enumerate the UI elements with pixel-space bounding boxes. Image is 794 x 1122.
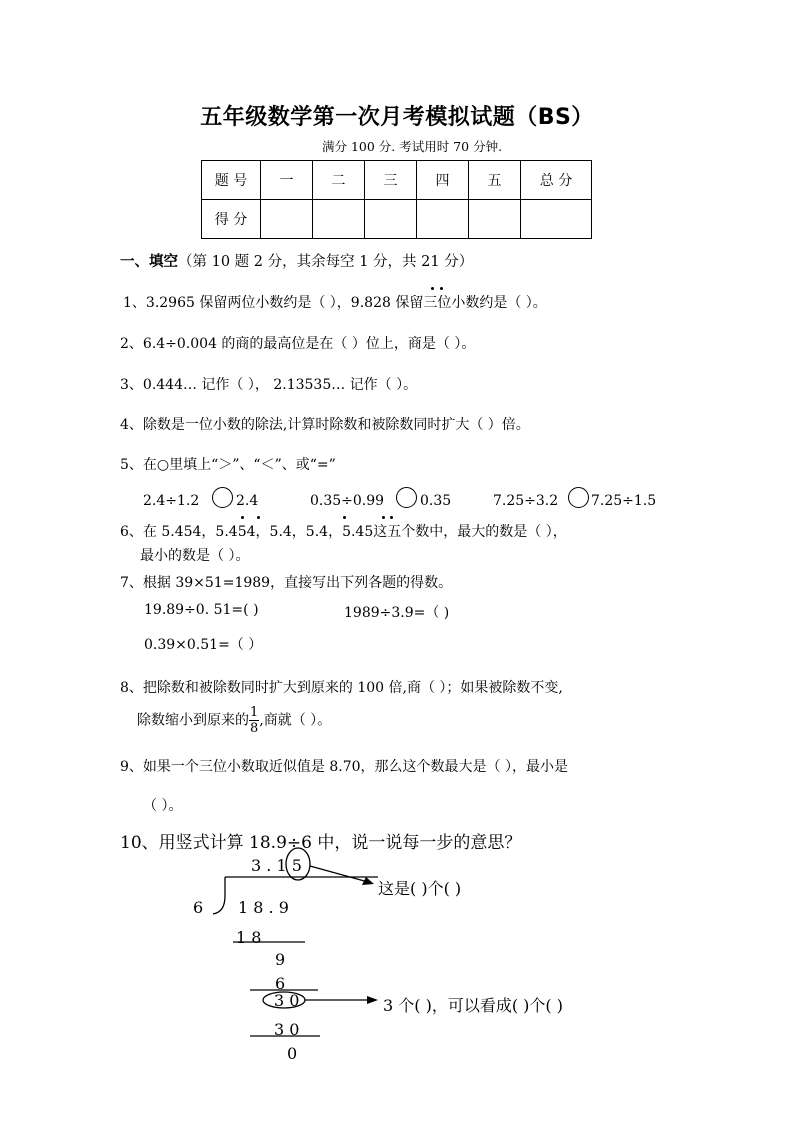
question-10: 10、用竖式计算 18.9÷6 中，说一说每一步的意思？: [120, 833, 522, 853]
step-3-product: 3 0: [274, 1020, 300, 1039]
step-1-remainder: 9: [275, 950, 286, 969]
question-4: 4、除数是一位小数的除法,计算时除数和被除数同时扩大（ ）倍。: [120, 417, 530, 433]
q7-expr-2: 1989÷3.9=（ ): [344, 605, 450, 621]
q5-expr-3a: 7.25÷3.2: [493, 493, 559, 509]
q6-text-c: ，5.4: [328, 524, 365, 540]
q1-text-b: 保留三位小数约是（ ）。: [390, 295, 547, 311]
step-1-product: 1 8: [236, 928, 262, 947]
step-2-product: 6: [275, 974, 286, 993]
explanation-1: 这是( )个( ): [378, 879, 462, 898]
exam-subtitle: 满分 100 分. 考试用时 70 分钟.: [322, 139, 503, 154]
score-header-1: 一: [261, 161, 313, 200]
score-header-label: 题 号: [202, 161, 261, 200]
arrow-head: [367, 996, 378, 1004]
q9-line-2: （ ）。: [143, 798, 183, 814]
quotient: 3 . 1 5: [251, 856, 302, 875]
q6-repeating-3: 5: [364, 524, 374, 540]
fraction-denominator: 8: [250, 721, 259, 736]
q6-repeating-1: 454: [228, 524, 256, 540]
q5-expr-2a: 0.35÷0.99: [310, 493, 385, 509]
dividend: 1 8 . 9: [238, 898, 289, 917]
score-header-3: 三: [365, 161, 417, 200]
q5-expr-1a: 2.4÷1.2: [143, 493, 200, 509]
q1-text-a: 1、3.2965 保留两位小数约是（ ），9.8: [123, 295, 374, 311]
section-note: （第 10 题 2 分，其余每空 1 分，共 21 分）: [178, 254, 474, 270]
question-8: 8、把除数和被除数同时扩大到原来的 100 倍,商（ ）；如果被除数不变,: [120, 680, 563, 696]
q5-expr-1b: 2.4: [236, 493, 259, 509]
q6-repeating-2: 4: [319, 524, 329, 540]
score-header-5: 五: [469, 161, 521, 200]
fraction-numerator: 1: [250, 705, 259, 720]
q6-text-b: ，5.4，5.: [255, 524, 320, 540]
q1-repeating-digits: 28: [373, 295, 391, 311]
q6-text-d: 这五个数中，最大的数是（ ），: [373, 524, 567, 540]
section-number: 一、: [120, 254, 149, 270]
question-5: 5、在○里填上“＞”、“＜”、或“=”: [120, 457, 336, 473]
arrow-line: [310, 866, 368, 882]
question-3: 3、0.444… 记作（ ）， 2.13535… 记作（ ）。: [120, 377, 418, 393]
q5-expr-3b: 7.25÷1.5: [591, 493, 657, 509]
final-remainder: 0: [287, 1044, 298, 1063]
q6-line-2: 最小的数是（ ）。: [140, 548, 250, 564]
score-header-4: 四: [417, 161, 469, 200]
q8-text-b: ,商就（ ）。: [259, 712, 332, 729]
section-name: 填空: [149, 254, 178, 270]
step-2-remainder: 3 0: [274, 991, 300, 1010]
question-9: 9、如果一个三位小数取近似值是 8.70，那么这个数最大是（ ），最小是: [120, 759, 568, 775]
q8-text-a: 除数缩小到原来的: [137, 712, 249, 729]
explanation-2: 3 个( )，可以看成( )个( ): [383, 996, 563, 1015]
question-2: 2、6.4÷0.004 的商的最高位是在（ ）位上，商是（ ）。: [120, 336, 476, 352]
q6-text-a: 6、在 5.454，5.: [120, 524, 229, 540]
q7-expr-1: 19.89÷0. 51=( ): [144, 602, 259, 618]
score-header-total: 总 分: [521, 161, 592, 200]
page-title: 五年级数学第一次月考模拟试题（BS）: [200, 105, 594, 130]
q7-expr-3: 0.39×0.51=（ ）: [144, 637, 263, 653]
division-bracket: [213, 877, 225, 914]
q5-expr-2b: 0.35: [420, 493, 452, 509]
score-row-label: 得 分: [202, 200, 261, 239]
question-7: 7、根据 39×51=1989，直接写出下列各题的得数。: [120, 575, 453, 591]
score-header-2: 二: [313, 161, 365, 200]
divisor: 6: [193, 898, 204, 917]
